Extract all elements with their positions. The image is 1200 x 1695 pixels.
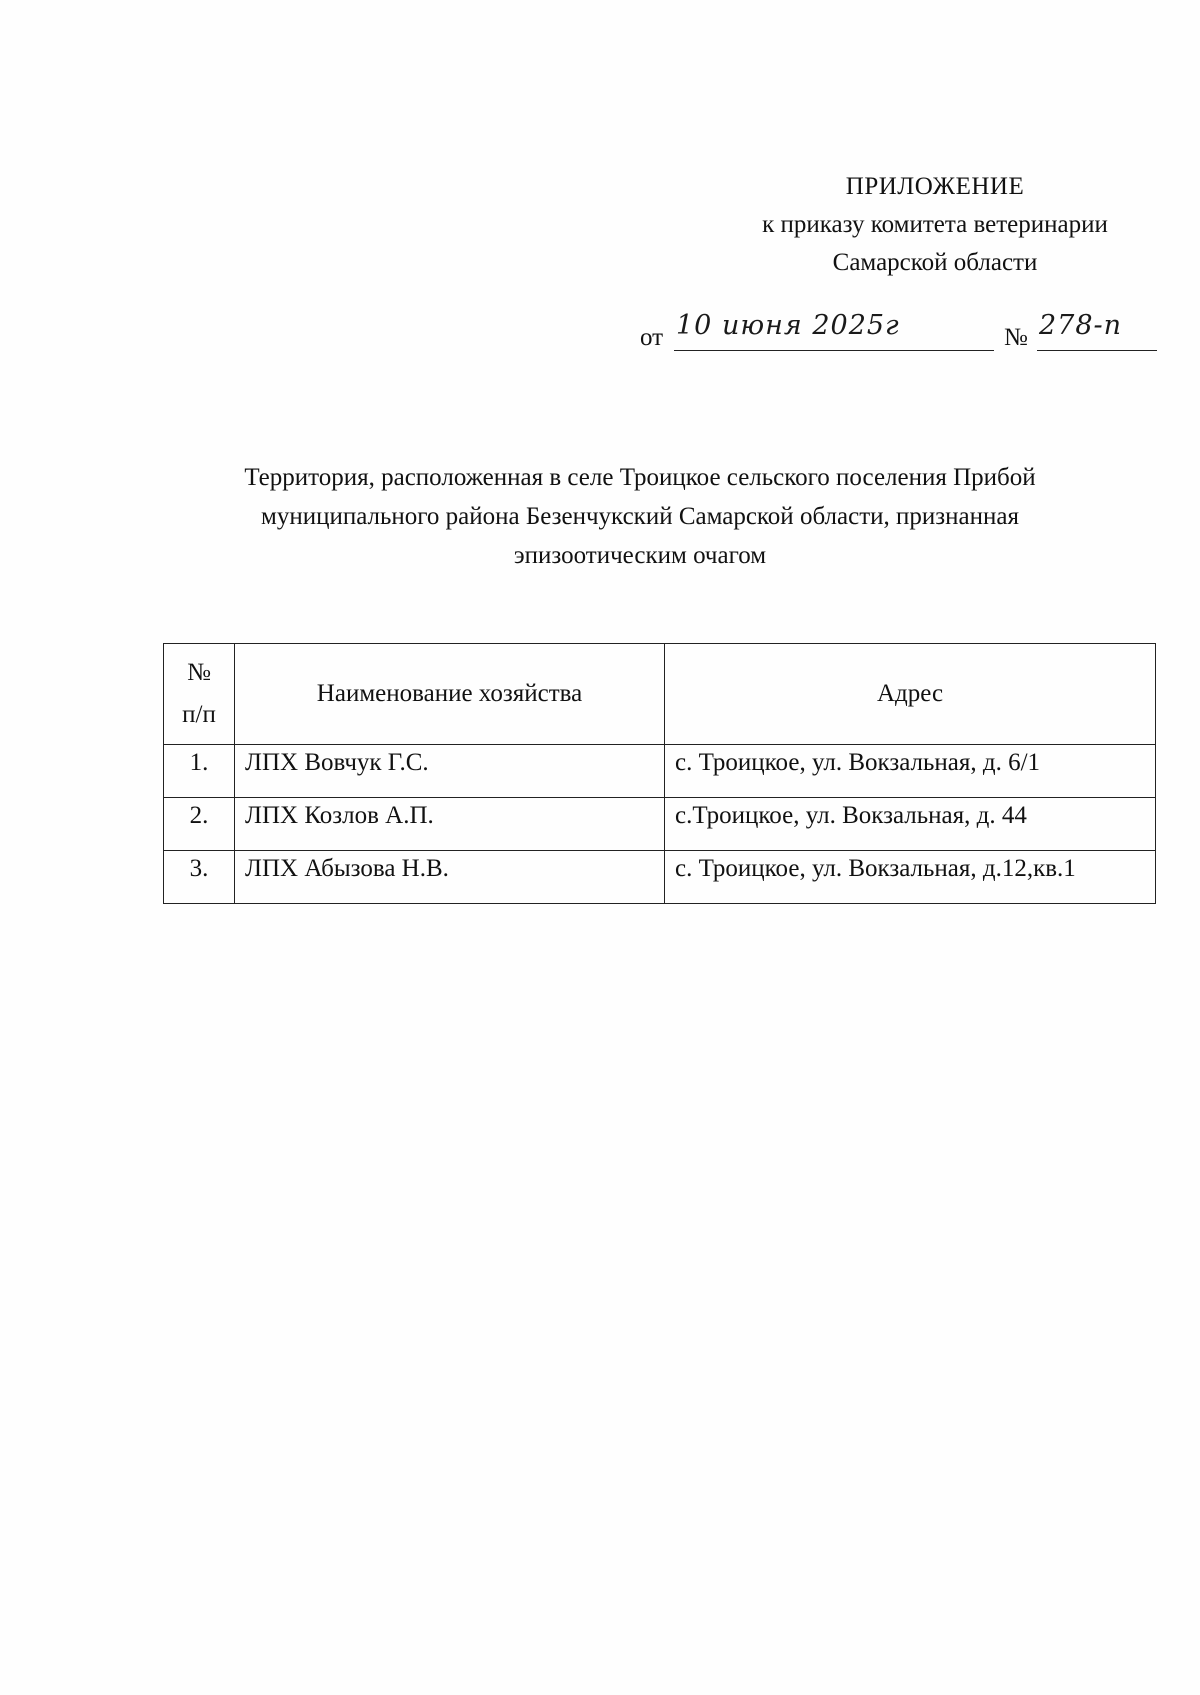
appendix-block xyxy=(700,168,1170,282)
row-number: 3. xyxy=(164,851,235,904)
order-number-label: № xyxy=(1004,324,1028,351)
header-number-symbol: № xyxy=(187,659,211,686)
heading-line-2: муниципального района Безенчукский Самарской области, признанная xyxy=(261,503,1019,530)
heading-line-1: Территория, расположенная в селе Троицкое сельского поселения Прибой xyxy=(244,464,1036,491)
appendix-line-2: Самарской области xyxy=(832,249,1038,276)
table-row xyxy=(164,851,1156,904)
row-address: с.Троицкое, ул. Вокзальная, д. 44 xyxy=(665,798,1156,851)
order-date-handwritten: 10 июня 2025г xyxy=(676,310,900,341)
order-number-handwritten: 278-п xyxy=(1039,310,1123,341)
row-farm-name: ЛПХ Абызова Н.В. xyxy=(235,851,665,904)
header-number xyxy=(164,644,235,745)
row-address: с. Троицкое, ул. Вокзальная, д.12,кв.1 xyxy=(665,851,1156,904)
row-number: 2. xyxy=(164,798,235,851)
appendix-line-1: к приказу комитета ветеринарии xyxy=(762,211,1108,238)
farms-table xyxy=(163,643,1156,904)
order-date-field xyxy=(674,310,994,351)
header-farm-name: Наименование хозяйства xyxy=(235,644,665,745)
row-farm-name: ЛПХ Вовчук Г.С. xyxy=(235,745,665,798)
table-row xyxy=(164,798,1156,851)
order-number-field xyxy=(1037,310,1157,351)
order-from-label: от xyxy=(640,324,664,351)
appendix-title: ПРИЛОЖЕНИЕ xyxy=(845,173,1025,200)
header-number-pp: п/п xyxy=(182,701,216,728)
document-heading xyxy=(150,458,1130,575)
table-header-row xyxy=(164,644,1156,745)
header-address: Адрес xyxy=(665,644,1156,745)
heading-line-3: эпизоотическим очагом xyxy=(513,542,767,569)
row-address: с. Троицкое, ул. Вокзальная, д. 6/1 xyxy=(665,745,1156,798)
table-row xyxy=(164,745,1156,798)
row-farm-name: ЛПХ Козлов А.П. xyxy=(235,798,665,851)
order-reference xyxy=(640,310,1160,358)
row-number: 1. xyxy=(164,745,235,798)
